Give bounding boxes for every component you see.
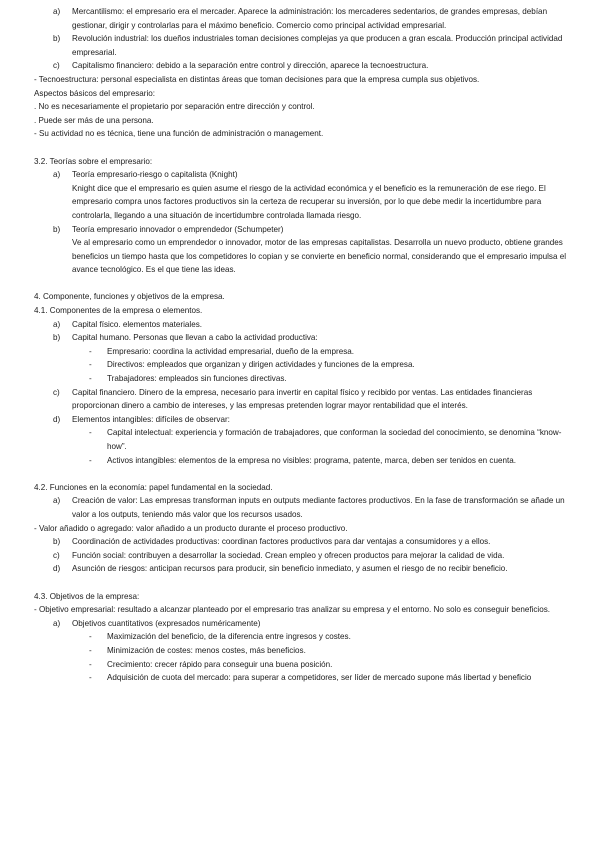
list-marker: c) <box>53 61 60 71</box>
list-item <box>0 168 600 182</box>
list-item <box>0 372 600 386</box>
list-marker: - <box>89 659 92 669</box>
paragraph: - Su actividad no es técnica, tiene una función de administración o management. <box>34 129 324 139</box>
list-marker: b) <box>53 34 61 44</box>
section-heading: 4.1. Componentes de la empresa o elementos. <box>34 306 203 316</box>
list-item-text: Función social: contribuyen a desarrollar la sociedad. Crean empleo y ofrecen productos para mejorar la calidad de vida. <box>72 550 505 560</box>
list-item <box>0 630 600 644</box>
list-marker: a) <box>53 7 61 16</box>
list-marker: d) <box>53 564 61 574</box>
list-item <box>0 358 600 372</box>
list-marker: b) <box>53 224 61 234</box>
list-item <box>0 331 600 345</box>
list-item <box>0 386 600 413</box>
list-item-text: Elementos intangibles: difíciles de observar: <box>72 414 230 424</box>
list-item <box>0 549 600 563</box>
list-item-text: Directivos: empleados que organizan y dirigen actividades y funciones de la empresa. <box>107 360 415 370</box>
list-item-text: Empresario: coordina la actividad empresarial, dueño de la empresa. <box>107 346 354 356</box>
list-marker: b) <box>53 333 61 343</box>
list-marker: - <box>89 632 92 642</box>
list-item <box>0 535 600 549</box>
paragraph: - Valor añadido o agregado: valor añadido a un producto durante el proceso productivo. <box>34 523 348 533</box>
list-marker: - <box>89 428 92 438</box>
list-marker: a) <box>53 618 61 628</box>
list-item <box>0 223 600 237</box>
list-item <box>0 426 600 453</box>
list-item <box>0 617 600 631</box>
list-item-text: Minimización de costes: menos costes, más beneficios. <box>107 645 306 655</box>
section-heading: 4.3. Objetivos de la empresa: <box>34 591 140 601</box>
list-item <box>0 562 600 576</box>
paragraph: Knight dice que el empresario es quien asume el riesgo de la actividad económica y el beneficio es la remuneración de ese riego. El empresario compra unos factores productivos sin la certeza de recuperar su inversión, por lo que debe medir la incertidumbre para controlarla, llegando a una situación de incertidumbre controlada llamada riesgo. <box>72 183 546 220</box>
list-item-text: Capitalismo financiero: debido a la separación entre control y dirección, aparece la tecnoestructura. <box>72 61 429 71</box>
list-marker: - <box>89 374 92 384</box>
list-marker: - <box>89 645 92 655</box>
section-heading: 4. Componente, funciones y objetivos de la empresa. <box>34 292 225 302</box>
section-heading: 3.2. Teorías sobre el empresario: <box>34 156 153 166</box>
list-item-text: Asunción de riesgos: anticipan recursos para producir, sin beneficio inmediato, y asumen el riesgo de no recibir beneficio. <box>72 564 508 574</box>
list-item-text: Adquisición de cuota del mercado: para superar a competidores, ser líder de mercado supone más libertad y beneficio <box>107 673 532 683</box>
list-item-text: Teoría empresario-riesgo o capitalista (Knight) <box>72 170 238 180</box>
list-item-text: Crecimiento: crecer rápido para conseguir una buena posición. <box>107 659 333 669</box>
list-marker: c) <box>53 387 60 397</box>
list-item-text: Activos intangibles: elementos de la empresa no visibles: programa, patente, marca, deben ser tenidos en cuenta. <box>107 455 516 465</box>
list-item <box>0 671 600 685</box>
list-item-text: Teoría empresario innovador o emprendedor (Schumpeter) <box>72 224 284 234</box>
list-item-text: Capital físico. elementos materiales. <box>72 319 203 329</box>
list-item <box>0 59 600 73</box>
list-item-text: Maximización del beneficio, de la diferencia entre ingresos y costes. <box>107 632 351 642</box>
list-marker: d) <box>53 414 61 424</box>
list-item-text: Coordinación de actividades productivas: coordinan factores productivos para dar ventajas a consumidores y a ellos. <box>72 537 491 547</box>
paragraph: Ve al empresario como un emprendedor o innovador, motor de las empresas capitalistas. Desarrolla un nuevo producto, obtiene grandes beneficios un tiempo hasta que los competidores lo copian y se convierte en beneficio normal, considerando que el empresario impulsa el avance tecnológico. Es el que tiene las ideas. <box>72 238 567 275</box>
paragraph: - Objetivo empresarial: resultado a alcanzar planteado por el empresario tras analizar su empresa y el entorno. No solo es conseguir beneficios. <box>34 605 551 615</box>
list-marker: a) <box>53 170 61 180</box>
list-marker: a) <box>53 319 61 329</box>
paragraph: - Tecnoestructura: personal especialista en distintas áreas que toman decisiones para que la empresa cumpla sus objetivos. <box>34 74 480 84</box>
list-item-text: Capital financiero. Dinero de la empresa, necesario para invertir en capital físico y recibido por ventas. Las entidades financieras proporcionan dinero a cambio de intereses, y las empresas pretenden lograr mayor rentabilidad que el interés. <box>72 387 533 411</box>
paragraph: Aspectos básicos del empresario: <box>34 88 156 98</box>
list-item <box>0 413 600 427</box>
list-item-text: Trabajadores: empleados sin funciones directivas. <box>107 374 287 384</box>
paragraph: . Puede ser más de una persona. <box>34 115 154 125</box>
list-item <box>0 658 600 672</box>
list-item <box>0 5 600 32</box>
list-item-text: Mercantilismo: el empresario era el mercader. Aparece la administración: los mercaderes sedentarios, de grandes empresas, debían gestionar, dirigir y controlarlas para el máximo beneficio. Comercio como principal actividad empresarial. <box>72 7 548 30</box>
list-item <box>0 345 600 359</box>
list-marker: - <box>89 346 92 356</box>
list-item <box>0 454 600 468</box>
list-item <box>0 32 600 59</box>
list-marker: - <box>89 455 92 465</box>
list-item-text: Capital humano. Personas que llevan a cabo la actividad productiva: <box>72 333 318 343</box>
list-marker: c) <box>53 550 60 560</box>
list-item <box>0 318 600 332</box>
list-item-text: Revolución industrial: los dueños industriales toman decisiones complejas ya que producen a gran escala. Producción principal actividad empresarial. <box>72 34 563 57</box>
list-item-text: Creación de valor: Las empresas transforman inputs en outputs mediante factores productivos. En la fase de transformación se añade un valor a los outputs, teniendo más valor que los recursos usados. <box>72 496 565 519</box>
list-marker: - <box>89 673 92 683</box>
list-item-text: Capital intelectual: experiencia y formación de trabajadores, que conforman la sociedad del conocimiento, se denomina “know-how”. <box>107 428 562 451</box>
list-marker: b) <box>53 537 61 547</box>
section-heading: 4.2. Funciones en la economía: papel fundamental en la sociedad. <box>34 482 273 492</box>
list-item <box>0 494 600 521</box>
list-marker: - <box>89 360 92 370</box>
list-item <box>0 644 600 658</box>
list-marker: a) <box>53 496 61 506</box>
list-item-text: Objetivos cuantitativos (expresados numéricamente) <box>72 618 261 628</box>
paragraph: . No es necesariamente el propietario por separación entre dirección y control. <box>34 102 315 112</box>
